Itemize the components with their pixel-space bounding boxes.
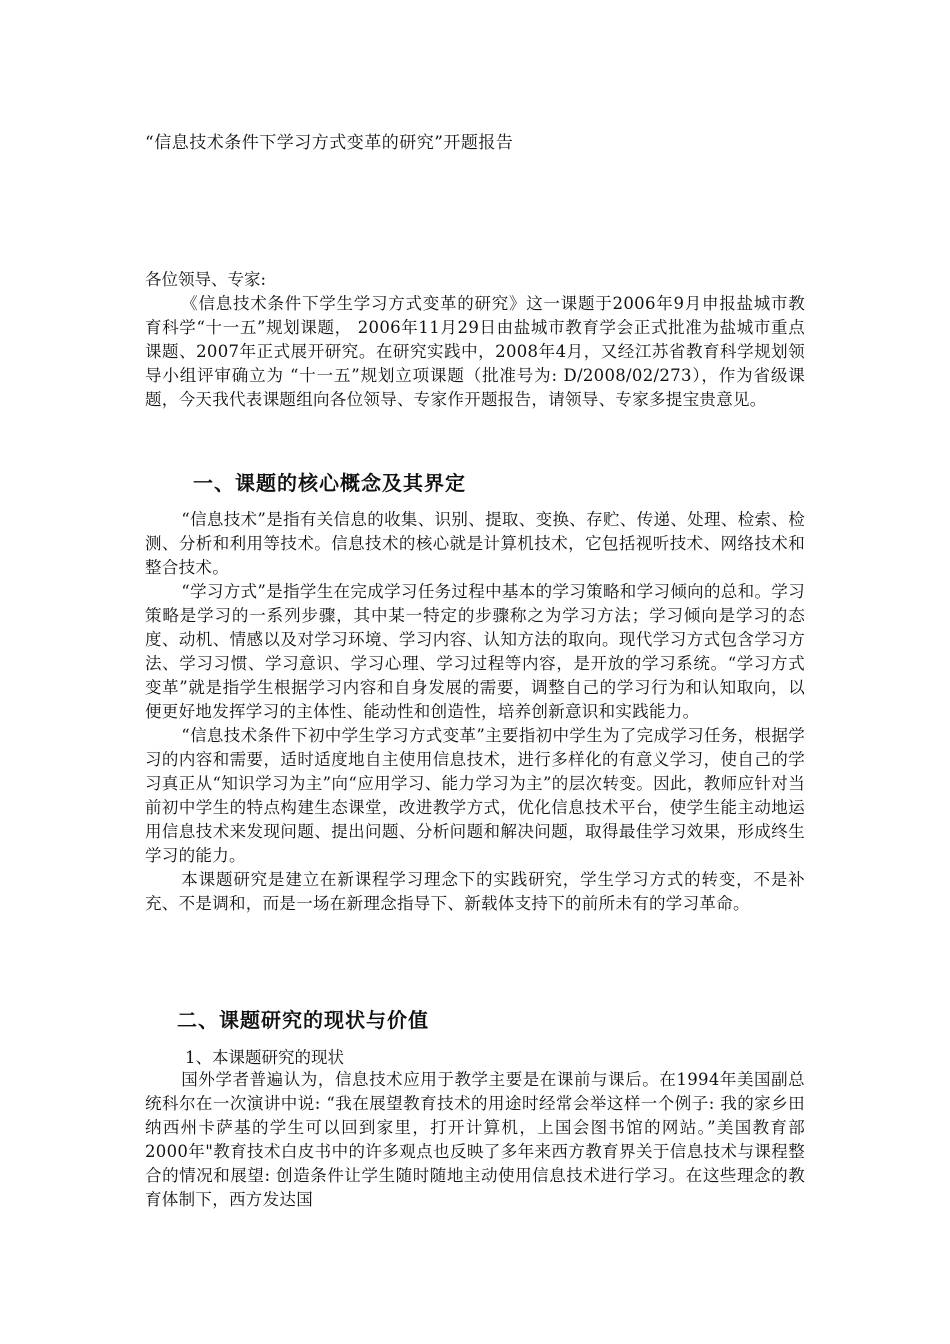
intro-block (145, 292, 805, 412)
document-title: “信息技术条件下学习方式变革的研究”开题报告 (145, 133, 514, 153)
section1-body (145, 508, 805, 916)
section1-paragraph: “学习方式”是指学生在完成学习任务过程中基本的学习策略和学习倾向的总和。学习策略是学习的一系列步骤，其中某一特定的步骤称之为学习方法；学习倾向是学习的态度、动机、情感以及对学习环境、学习内容、认知方法的取向。现代学习方式包含学习方法、学习习惯、学习意识、学习心理、学习过程等内容，是开放的学习系统。“学习方式变革”就是指学生根据学习内容和自身发展的需要，调整自己的学习行为和认知取向，以便更好地发挥学习的主体性、能动性和创造性，培养创新意识和实践能力。 (145, 582, 805, 721)
section2-subheading: 1、本课题研究的现状 (185, 1048, 344, 1067)
section2-body (145, 1068, 805, 1212)
section1-paragraph: 本课题研究是建立在新课程学习理念下的实践研究，学生学习方式的转变，不是补充、不是调和，而是一场在新理念指导下、新载体支持下的前所未有的学习革命。 (145, 870, 805, 913)
salutation: 各位领导、专家: (145, 270, 267, 289)
section2-paragraph: 国外学者普遍认为，信息技术应用于教学主要是在课前与课后。在1994年美国副总统科尔在一次演讲中说: “我在展望教育技术的用途时经常会举这样一个例子: 我的家乡田纳西州卡萨基的学生可以回到家里，打开计算机，上国会图书馆的网站。”美国教育部2000年"教育技术白皮书中的许多观点也反映了多年来西方教育界关于信息技术与课程整合的情况和展望: 创造条件让学生随时随地主动使用信息技术进行学习。在这些理念的教育体制下，西方发达国 (145, 1070, 805, 1209)
intro-paragraph: 《信息技术条件下学生学习方式变革的研究》这一课题于2006年9月申报盐城市教育科学“十一五”规划课题， 2006年11月29日由盐城市教育学会正式批准为盐城市重点课题、2007年正式展开研究。在研究实践中，2008年4月，又经江苏省教育科学规划领导小组评审确立为 “十一五”规划立项课题（批准号为: D/2008/02/273），作为省级课题，今天我代表课题组向各位领导、专家作开题报告，请领导、专家多提宝贵意见。 (145, 294, 805, 409)
section1-paragraph: “信息技术”是指有关信息的收集、识别、提取、变换、存贮、传递、处理、检索、检测、分析和利用等技术。信息技术的核心就是计算机技术，它包括视听技术、网络技术和整合技术。 (145, 510, 805, 577)
section1-heading: 一、课题的核心概念及其界定 (193, 471, 466, 495)
section2-heading: 二、课题研究的现状与价值 (177, 1008, 429, 1032)
section1-paragraph: “信息技术条件下初中学生学习方式变革”主要指初中学生为了完成学习任务，根据学习的内容和需要，适时适度地自主使用信息技术，进行多样化的有意义学习，使自己的学习真正从“知识学习为主”向“应用学习、能力学习为主”的层次转变。因此，教师应针对当前初中学生的特点构建生态课堂，改进教学方式，优化信息技术平台，使学生能主动地运用信息技术来发现问题、提出问题、分析问题和解决问题，取得最佳学习效果，形成终生学习的能力。 (145, 726, 805, 865)
